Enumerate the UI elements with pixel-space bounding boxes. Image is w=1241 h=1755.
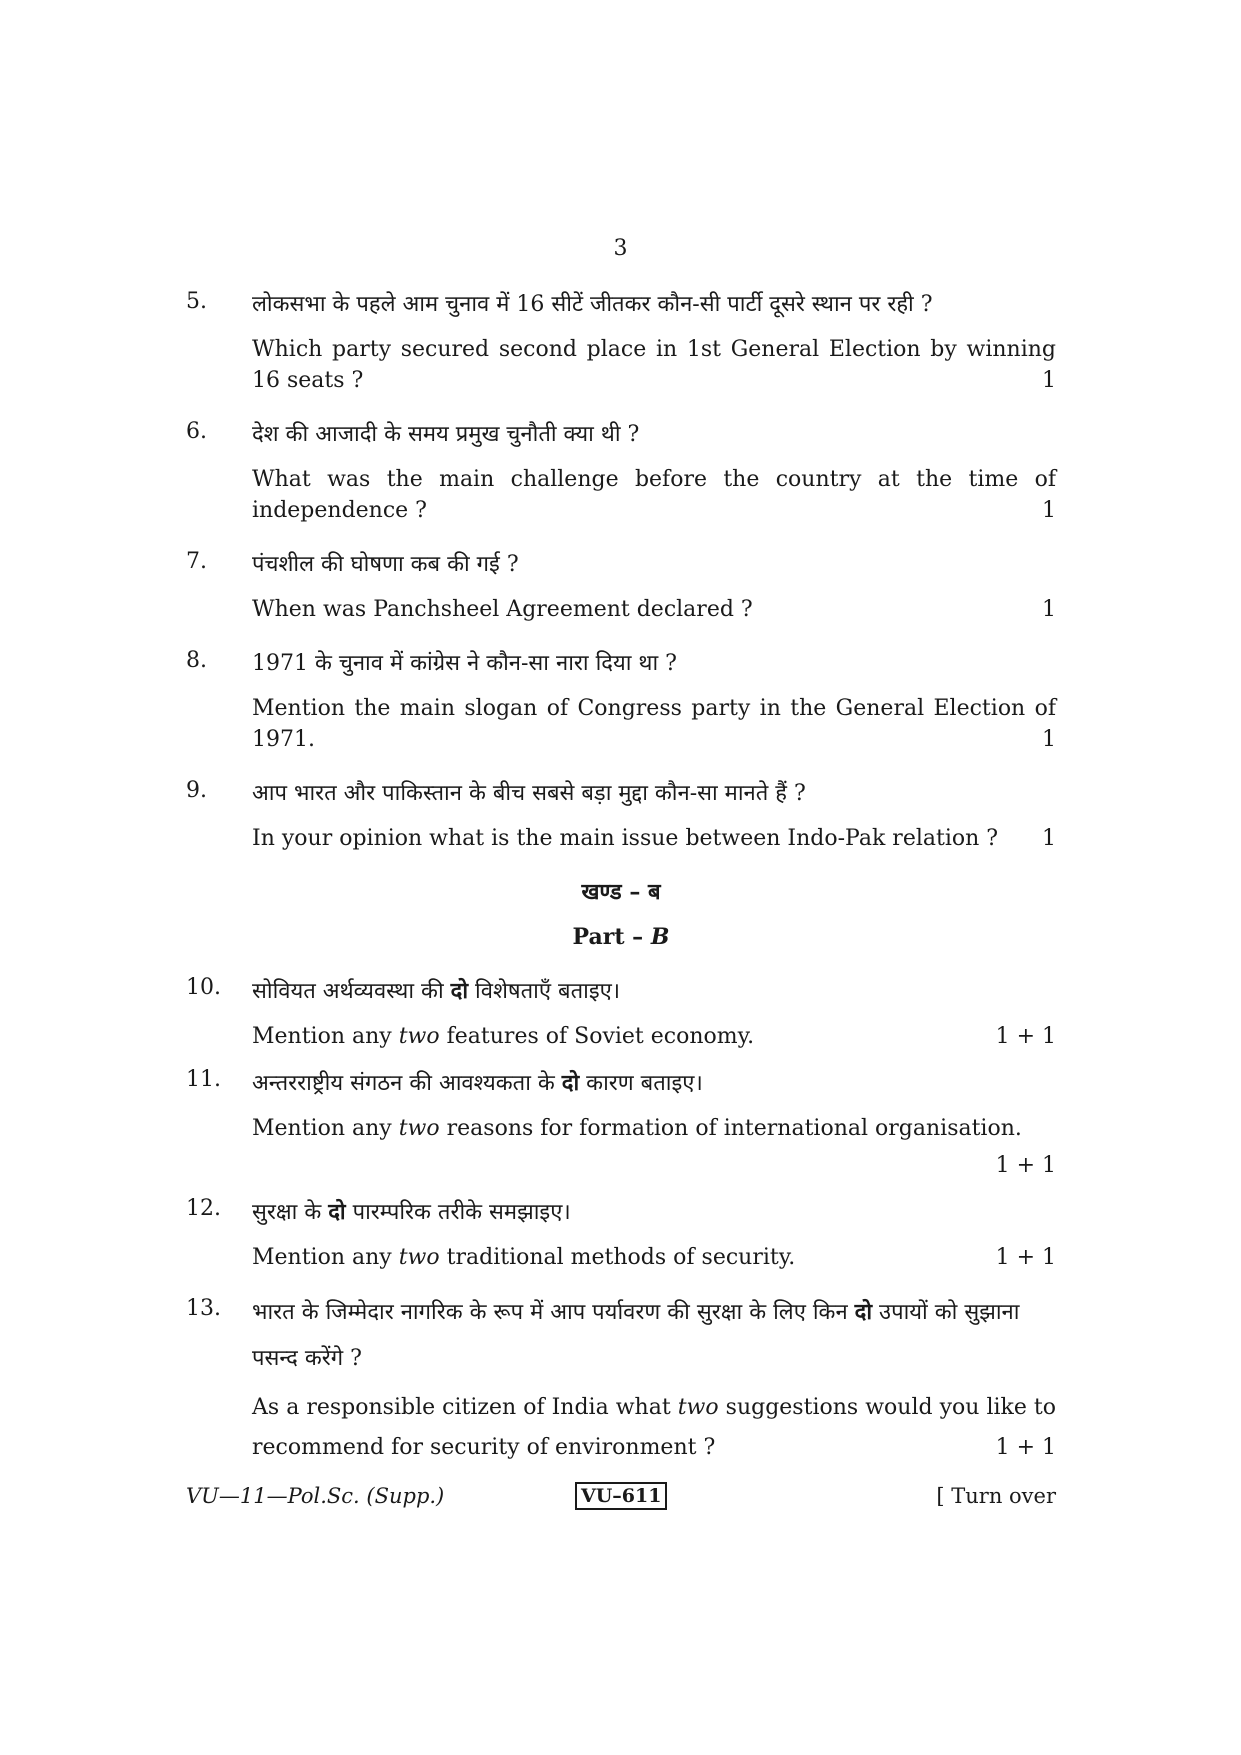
section-heading-prefix: Part –: [572, 924, 651, 950]
hindi-text: उपायों को सुझाना पसन्द करेंगे ?: [252, 1300, 1020, 1371]
question-6: [186, 412, 1056, 526]
question-hindi: लोकसभा के पहले आम चुनाव में 16 सीटें जीतकर कौन-सी पार्टी दूसरे स्थान पर रही ?: [252, 292, 933, 317]
hindi-emphasis: दो: [561, 1070, 580, 1096]
english-text: traditional methods of security.: [439, 1245, 796, 1270]
hindi-emphasis: दो: [450, 978, 469, 1004]
question-english: [252, 464, 1056, 526]
question-english: [252, 1242, 1056, 1273]
question-hindi: आप भारत और पाकिस्तान के बीच सबसे बड़ा मुद्दा कौन-सा मानते हैं ?: [252, 781, 806, 806]
question-marks: 1: [1042, 826, 1056, 851]
question-english: [252, 594, 1056, 625]
english-emphasis: two: [398, 1024, 440, 1049]
question-english-text: Which party secured second place in 1st General Election by winning 16 seats ?: [252, 337, 1056, 393]
question-number: 9.: [186, 778, 207, 803]
question-number: 10.: [186, 975, 221, 1000]
question-hindi: [252, 1060, 1056, 1107]
english-text: suggestions would you like to recommend for security of environment ?: [252, 1395, 1056, 1460]
question-number: 7.: [186, 549, 207, 574]
question-english-text: Mention the main slogan of Congress party in the General Election of 1971.: [252, 696, 1056, 752]
question-number: 8.: [186, 648, 207, 673]
english-emphasis: two: [398, 1116, 440, 1141]
section-heading-hindi: खण्ड – ब: [581, 879, 661, 905]
english-text: As a responsible citizen of India what: [252, 1395, 678, 1420]
question-english: [252, 1021, 1056, 1052]
question-number: 6.: [186, 419, 207, 444]
question-english: [252, 334, 1056, 396]
question-10: [186, 968, 1056, 1052]
hindi-text: पारम्परिक तरीके समझाइए।: [345, 1200, 571, 1225]
question-hindi: [252, 1289, 1056, 1382]
english-text: Mention any: [252, 1116, 399, 1141]
english-text: Mention any: [252, 1245, 399, 1270]
question-marks: 1 + 1: [995, 1024, 1056, 1049]
footer-turn-over: [ Turn over: [936, 1484, 1056, 1508]
footer-booklet-code: VU–611: [575, 1482, 667, 1510]
english-text: reasons for formation of international organisation.: [439, 1116, 1022, 1141]
english-emphasis: two: [398, 1245, 440, 1270]
question-marks: 1: [1042, 597, 1056, 622]
question-hindi: [252, 1189, 1056, 1236]
question-5: [186, 282, 1056, 396]
question-number: 5.: [186, 289, 207, 314]
question-number: 12.: [186, 1196, 221, 1221]
page-number: 3: [613, 236, 628, 261]
english-text: features of Soviet economy.: [439, 1024, 755, 1049]
hindi-emphasis: दो: [854, 1299, 873, 1325]
question-marks: 1: [1042, 368, 1056, 393]
hindi-text: भारत के जिम्मेदार नागरिक के रूप में आप पर्यावरण की सुरक्षा के लिए किन: [252, 1300, 855, 1325]
question-number: 13.: [186, 1296, 221, 1321]
hindi-text: अन्तरराष्ट्रीय संगठन की आवश्यकता के: [252, 1071, 562, 1096]
question-13: [186, 1289, 1056, 1468]
question-english: [252, 693, 1056, 755]
question-marks: 1 + 1: [995, 1435, 1056, 1460]
english-text: Mention any: [252, 1024, 399, 1049]
english-emphasis: two: [677, 1395, 719, 1420]
page-footer: [186, 1484, 1056, 1514]
hindi-text: कारण बताइए।: [579, 1071, 703, 1096]
question-english: [252, 1113, 1056, 1144]
question-english: [252, 1388, 1056, 1468]
question-hindi: पंचशील की घोषणा कब की गई ?: [252, 552, 519, 577]
hindi-emphasis: दो: [328, 1199, 346, 1225]
question-marks: 1: [1042, 498, 1056, 523]
question-marks: 1: [1042, 727, 1056, 752]
question-12: [186, 1189, 1056, 1273]
question-english-text: What was the main challenge before the country at the time of independence ?: [252, 467, 1056, 523]
question-number: 11.: [186, 1067, 221, 1092]
question-marks: 1 + 1: [995, 1153, 1056, 1178]
question-hindi: देश की आजादी के समय प्रमुख चुनौती क्या थी ?: [252, 422, 640, 447]
question-8: [186, 641, 1056, 755]
section-heading-english: [186, 924, 1056, 950]
hindi-text: विशेषताएँ बताइए।: [468, 979, 621, 1004]
question-9: [186, 771, 1056, 854]
question-english: [252, 823, 1056, 854]
question-hindi: [252, 968, 1056, 1015]
question-english-text: In your opinion what is the main issue between Indo-Pak relation ?: [252, 826, 999, 851]
question-11: [186, 1060, 1056, 1181]
question-hindi: 1971 के चुनाव में कांग्रेस ने कौन-सा नारा दिया था ?: [252, 651, 677, 676]
question-english-text: When was Panchsheel Agreement declared ?: [252, 597, 753, 622]
footer-paper-code: VU—11—Pol.Sc. (Supp.): [186, 1484, 445, 1508]
hindi-text: सुरक्षा के: [252, 1200, 329, 1225]
question-list: [186, 282, 1056, 1468]
hindi-text: सोवियत अर्थव्यवस्था की: [252, 979, 451, 1004]
question-7: [186, 542, 1056, 625]
section-heading-letter: B: [650, 924, 670, 950]
question-marks: 1 + 1: [995, 1245, 1056, 1270]
